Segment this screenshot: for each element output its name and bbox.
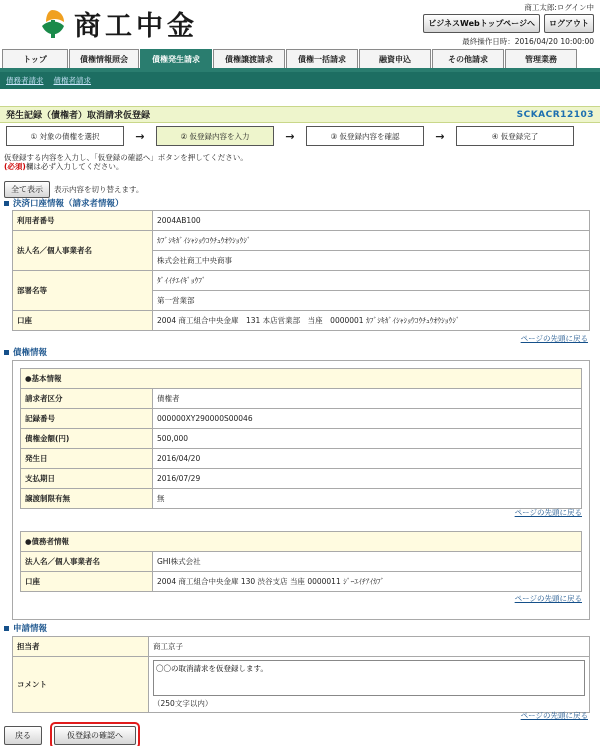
instructions (4, 153, 248, 171)
debtor-info-heading: ●債務者情報 (21, 532, 582, 552)
logo (38, 4, 198, 43)
bond-basic-table (20, 368, 582, 509)
subnav-creditor-request[interactable]: 債権者請求 (53, 76, 91, 85)
bond-heading-text: 債権情報 (13, 348, 48, 358)
corp-label: 法人名／個人事業者名 (13, 231, 153, 271)
step-indicator (6, 126, 574, 146)
last-operation-time: 最終操作日時：2016/04/20 10:00:00 (462, 37, 594, 46)
back-to-top-link[interactable]: ページの先頭に戻る (514, 594, 582, 603)
logo-text: 商工中金 (74, 11, 198, 42)
user-no-label: 利用者番号 (13, 211, 153, 231)
transfer-restriction-label: 譲渡制限有無 (21, 489, 153, 509)
screen-code: SCKACR12103 (516, 109, 594, 120)
settlement-heading-text: 決済口座情報（請求者情報） (13, 199, 124, 209)
debtor-corp-value: GHI株式会社 (153, 552, 582, 572)
due-date-value: 2016/07/29 (153, 469, 582, 489)
requester-type-label: 請求者区分 (21, 389, 153, 409)
show-all-button[interactable]: 全て表示 (4, 181, 50, 198)
issue-date-value: 2016/04/20 (153, 449, 582, 469)
record-no-value: 000000XY290000S00046 (153, 409, 582, 429)
dept-label: 部署名等 (13, 271, 153, 311)
step-2: ② 仮登録内容を入力 (156, 126, 274, 146)
tab-bond-bulk[interactable]: 債権一括請求 (286, 49, 358, 69)
account-value: 2004 商工組合中央金庫 131 本店営業部 当座 0000001 ｶﾌﾞｼｷｶﾞｲｼｬｼｮｳｺｳﾁｭｳｵｳｼｮｳｼﾞ (153, 311, 590, 331)
tab-other[interactable]: その他請求 (432, 49, 504, 69)
comment-label: コメント (13, 657, 149, 713)
amount-value: 500,000 (153, 429, 582, 449)
page-title: 発生記録（債権者）取消請求仮登録 (6, 111, 151, 121)
tab-top[interactable]: トップ (2, 49, 68, 69)
header (0, 0, 600, 48)
settlement-table (12, 210, 590, 331)
required-mark: (必須) (4, 162, 26, 171)
subnav-debtor-request[interactable]: 債務者請求 (6, 76, 44, 85)
issue-date-label: 発生日 (21, 449, 153, 469)
back-to-top-link[interactable]: ページの先頭に戻る (514, 508, 582, 517)
comment-limit: （250文字以内） (153, 699, 213, 708)
section-square-icon (4, 350, 9, 355)
debtor-account-value: 2004 商工組合中央金庫 130 渋谷支店 当座 0000011 ｼﾞｰｴｲﾁｱｲｶﾌﾞ (153, 572, 582, 592)
settlement-section-heading (4, 197, 124, 209)
page-title-bar (0, 106, 600, 123)
application-section-heading (4, 622, 47, 634)
application-table (12, 636, 590, 713)
comment-textarea[interactable] (153, 660, 585, 696)
person-label: 担当者 (13, 637, 149, 657)
debtor-account-label: 口座 (21, 572, 153, 592)
sub-navigation (0, 72, 600, 89)
step-3: ③ 仮登録内容を確認 (306, 126, 424, 146)
section-square-icon (4, 201, 9, 206)
back-button[interactable]: 戻る (4, 726, 42, 745)
back-to-top-link[interactable]: ページの先頭に戻る (520, 711, 588, 720)
user-status: 商工太郎:ログイン中 (524, 3, 594, 12)
back-to-top-link[interactable]: ページの先頭に戻る (520, 334, 588, 343)
person-value: 商工京子 (149, 637, 590, 657)
user-no-value: 2004AB100 (153, 211, 590, 231)
step-arrow: → (285, 129, 295, 143)
application-heading-text: 申請情報 (13, 624, 48, 634)
toggle-description: 表示内容を切り替えます。 (54, 185, 144, 194)
bond-section-heading (4, 346, 47, 358)
tab-bond-issue[interactable]: 債権発生請求 (140, 49, 212, 69)
amount-label: 債権金額(円) (21, 429, 153, 449)
instruction-line-1: 仮登録する内容を入力し、「仮登録の確認へ」ボタンを押してください。 (4, 153, 248, 162)
basic-info-heading: ●基本情報 (21, 369, 582, 389)
logo-mark-icon (38, 8, 68, 40)
dept-kana: ﾀﾞｲｲﾁｴｲｷﾞｮｳﾌﾞ (153, 271, 590, 291)
corp-kana: ｶﾌﾞｼｷｶﾞｲｼｬｼｮｳｺｳﾁｭｳｵｳｼｮｳｼﾞ (153, 231, 590, 251)
biz-top-button[interactable]: ビジネスWebトップページへ (423, 14, 540, 33)
tab-bond-transfer[interactable]: 債権譲渡請求 (213, 49, 285, 69)
step-4: ④ 仮登録完了 (456, 126, 574, 146)
debtor-corp-label: 法人名／個人事業者名 (21, 552, 153, 572)
step-1: ① 対象の債権を選択 (6, 126, 124, 146)
instruction-line-2: 欄は必ず入力してください。 (25, 162, 124, 171)
confirm-highlight (50, 722, 140, 746)
due-date-label: 支払期日 (21, 469, 153, 489)
corp-name: 株式会社商工中央商事 (153, 251, 590, 271)
dept-name: 第一営業部 (153, 291, 590, 311)
transfer-restriction-value: 無 (153, 489, 582, 509)
section-square-icon (4, 626, 9, 631)
tab-bond-inquiry[interactable]: 債権情報照会 (69, 49, 139, 69)
record-no-label: 記録番号 (21, 409, 153, 429)
debtor-table (20, 531, 582, 592)
step-arrow: → (135, 129, 145, 143)
confirm-registration-button[interactable]: 仮登録の確認へ (54, 726, 136, 745)
step-arrow: → (435, 129, 445, 143)
requester-type-value: 債権者 (153, 389, 582, 409)
main-tabs (2, 49, 598, 69)
logout-button[interactable]: ログアウト (544, 14, 594, 33)
tab-loan[interactable]: 融資申込 (359, 49, 431, 69)
account-label: 口座 (13, 311, 153, 331)
tab-admin[interactable]: 管理業務 (505, 49, 577, 69)
